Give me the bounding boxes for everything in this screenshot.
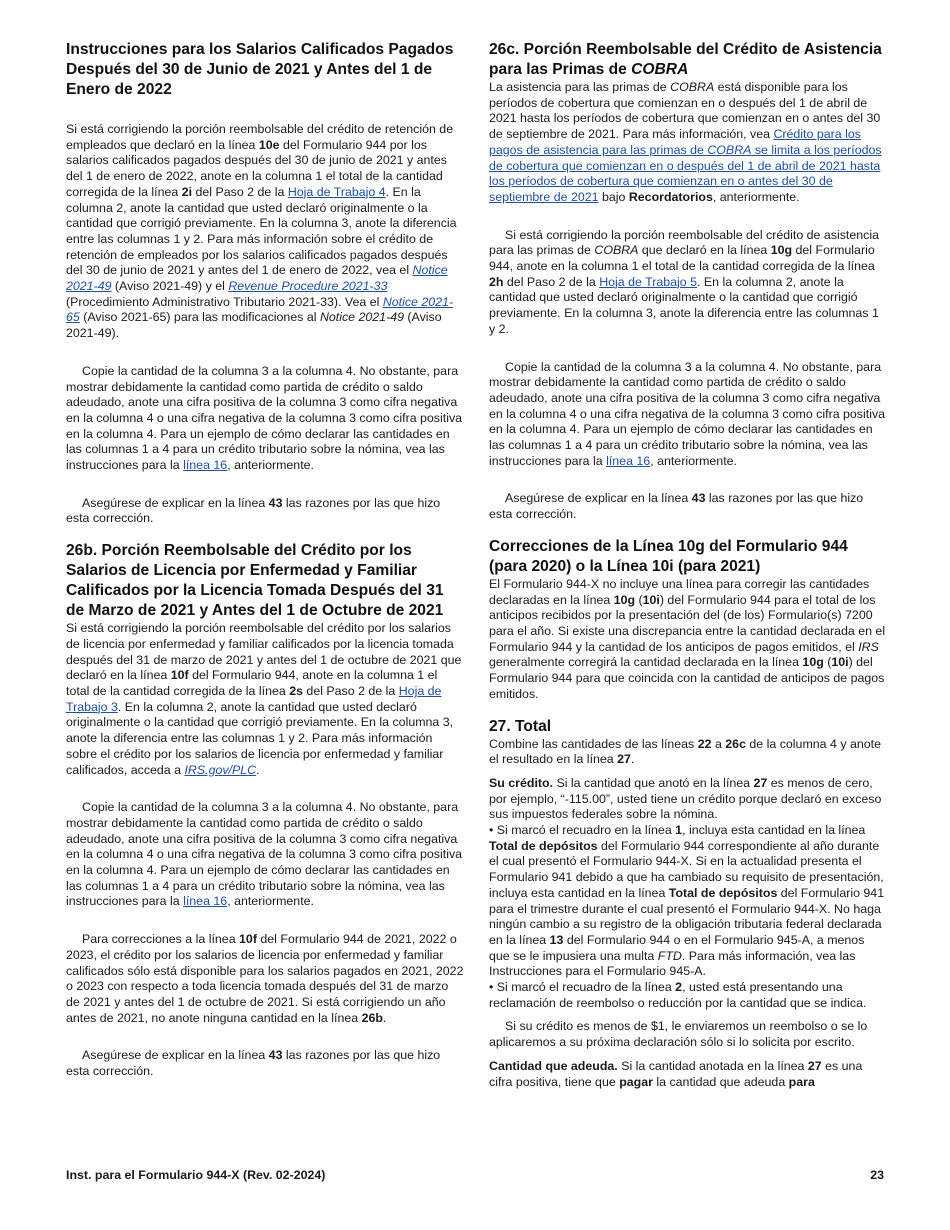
inline-link[interactable]: línea 16 (606, 453, 651, 468)
inline-link[interactable]: línea 16 (183, 894, 228, 909)
text-run: (Aviso 2021-49). (66, 310, 442, 341)
paragraph (66, 932, 464, 1026)
inline-link[interactable]: línea 16 (183, 458, 228, 473)
inline-link[interactable]: Notice 2021-49 (66, 263, 448, 294)
text-run: El Formulario 944-X no incluye una línea para corregir las cantidades declaradas en la línea (489, 576, 870, 607)
inline-link[interactable]: Hoja de Trabajo 3 (66, 683, 442, 714)
italic-text: COBRA (670, 80, 715, 94)
text-run: (Procedimiento Administrativo Tributario 2021-33). Vea el (66, 294, 383, 309)
inline-link[interactable]: Crédito para los pagos de asistencia para las primas de (489, 127, 861, 157)
bold-text: 10e (258, 137, 280, 152)
italic-text: Notice 2021-49 (319, 310, 404, 325)
footer-title: Inst. para el Formulario 944-X (Rev. 02-2024) (66, 1168, 326, 1182)
bold-text: 27 (753, 775, 768, 790)
italic-text: COBRA (594, 243, 639, 258)
text-run: Para correcciones a la línea (82, 932, 240, 947)
bold-text: Recordatorios (628, 189, 713, 204)
text-run: Asegúrese de explicar en la línea (505, 491, 692, 506)
bold-text: 10f (170, 668, 189, 683)
text-run: a (711, 736, 726, 751)
text-run: , anteriormente. (227, 458, 314, 473)
text-run: , usted está presentando una reclamación de reembolso o reducción por la cantidad que se indica. (489, 980, 867, 1010)
bold-text: para (788, 1074, 815, 1089)
heading-salarios-calificados: Instrucciones para los Salarios Calificados Pagados Después del 30 de Junio de 2021 y Antes del 1 de Enero de 2022 (66, 41, 454, 98)
bold-text: 43 (691, 491, 706, 506)
paragraph (489, 1019, 887, 1050)
text-run: ( (635, 592, 643, 607)
bold-text: 26c (725, 736, 746, 751)
left-column (66, 40, 464, 1080)
text-run: Asegúrese de explicar en la línea (82, 495, 269, 510)
heading-correcciones-10g: Correcciones de la Línea 10g del Formulario 944 (para 2020) o la Línea 10i (para 2021) (489, 537, 848, 575)
bold-text: 10g (613, 592, 636, 607)
bold-text: 43 (268, 495, 283, 510)
bold-text: 43 (268, 1048, 283, 1063)
page-number: 23 (870, 1168, 884, 1182)
italic-text: FTD (657, 948, 682, 963)
text-run: • Si marcó el recuadro de la línea (489, 980, 676, 995)
bold-text: 10i (831, 655, 849, 670)
text-run: Copie la cantidad de la columna 3 a la columna 4. No obstante, para mostrar debidamente la cantidad como partida de crédito o saldo adeudado, anote una cifra positiva de la columna 3 como cifra negativa en la columna 4 o una cifra negativa de la columna 3 como cifra positiva en la columna 4. Para un ejemplo de cómo declarar las cantidades en las columnas 1 a 4 para un crédito tributario sobre la nómina, vea las instrucciones para la (66, 363, 463, 473)
bullet-item (489, 980, 887, 1011)
text-run: es menos de cero, por ejemplo, “-115.00”, usted tiene un crédito porque declaró en exceso sus impuestos federales sobre la nómina. (489, 775, 882, 822)
text-run: generalmente corregirá la cantidad declarada en la línea (489, 655, 803, 670)
inline-link[interactable]: Revenue Procedure 2021-33 (228, 279, 388, 294)
paragraph (489, 228, 887, 338)
bold-text: 10g (802, 655, 824, 670)
paragraph (489, 80, 887, 206)
paragraph (489, 737, 887, 768)
text-run: del Formulario 944, anote en la columna 1 el total de la cantidad corregida de la línea (489, 243, 875, 274)
text-run: las razones por las que hizo esta corrección. (66, 495, 441, 526)
text-run: . Para más información, vea las Instrucciones para el Formulario 945-A. (489, 948, 856, 979)
paragraph (66, 1048, 464, 1079)
inline-link[interactable]: COBRA (707, 142, 752, 157)
bold-text: 2h (489, 274, 504, 289)
text-run: Si está corrigiendo la porción reembolsable del crédito por los salarios de licencia por enfermedad y familiar calificados por la licencia tomada después del 31 de marzo de 2021 y antes del 1 de octubre de 2021 que declaró en la línea (66, 621, 462, 683)
paragraph (489, 491, 887, 522)
bold-text: Cantidad que adeuda. (489, 1058, 618, 1073)
text-run: . En la columna 2, anote la cantidad que usted declaró originalmente o la cantidad que corrigió previamente. En la columna 3, anote la diferencia entre las columnas 1 y 2. (489, 274, 879, 336)
paragraph-cantidad-adeuda (489, 1059, 887, 1090)
text-run: Combine las cantidades de las líneas (489, 736, 698, 751)
bullet-item (489, 823, 887, 980)
text-run: Si la cantidad anotada en la línea (617, 1058, 808, 1073)
text-run: Asegúrese de explicar en la línea (82, 1048, 269, 1063)
text-run: , anteriormente. (712, 189, 800, 204)
text-run: bajo (598, 189, 629, 204)
paragraph-su-credito (489, 776, 887, 823)
bold-text: 2s (289, 683, 303, 698)
text-run: • Si marcó el recuadro en la línea (489, 823, 676, 838)
bold-text: Total de depósitos (668, 885, 778, 900)
text-run: . En la columna 2, anote la cantidad que usted declaró originalmente o la cantidad que corrigió previamente. En la columna 3, anote la diferencia entre las columnas 1 y 2. Para más información sobre el crédito de retención de empleados por los salarios calificados pagados después del 30 de junio de 2021 y antes del 1 de enero de 2022, vea el (66, 184, 457, 278)
paragraph (66, 122, 464, 342)
inline-link[interactable]: Hoja de Trabajo 5 (599, 274, 698, 289)
paragraph (489, 577, 887, 703)
bold-text: 22 (697, 736, 712, 751)
text-run: ) del Formulario 944 para el total de los anticipos recibidos por la presentación del (de los) Formulario(s) 7200 para el año. Si existe una discrepancia entre la cantidad declarada en el Formulario 944 y la cantidad de los anticipos de pagos emitidos, el (489, 592, 886, 654)
text-run: Copie la cantidad de la columna 3 a la columna 4. No obstante, para mostrar debidamente la cantidad como partida de crédito o saldo adeudado, anote una cifra positiva de la columna 3 como cifra negativa en la columna 4 o una cifra negativa de la columna 3 como cifra positiva en la columna 4. Para un ejemplo de cómo declarar las cantidades en las columnas 1 a 4 para un crédito tributario sobre la nómina, vea las instrucciones para la (489, 359, 886, 468)
bold-text: 27 (807, 1058, 822, 1073)
paragraph (66, 621, 464, 778)
text-run: del Formulario 944 por los salarios calificados pagados después del 30 de junio de 2021 y antes del 1 de enero de 2022, anote en la columna 1 el total de la cantidad corregida de la línea (66, 137, 447, 199)
text-run: La asistencia para las primas de (489, 80, 671, 94)
text-run: . (630, 752, 635, 767)
paragraph (66, 496, 464, 527)
text-run: . (256, 762, 260, 777)
text-run: (Aviso 2021-65) para las modificaciones al (79, 310, 320, 325)
text-run: , incluya esta cantidad en la línea (682, 823, 866, 838)
text-run: del Formulario 944 de 2021, 2022 o 2023, el crédito por los salarios de licencia por enfermedad y familiar calificados sólo está disponible para los salarios pagados en 2021, 2022 o 2023 con respecto a toda licencia tomada después del 31 de marzo de 2021 y antes del 1 de octubre de 2021. Si está corrigiendo un año antes de 2021, no anote ninguna cantidad en la línea (66, 932, 464, 1025)
text-run: , anteriormente. (227, 894, 314, 909)
text-run: Copie la cantidad de la columna 3 a la columna 4. No obstante, para mostrar debidamente la cantidad como partida de crédito o saldo adeudado, anote una cifra positiva de la columna 3 como cifra negativa en la columna 4 o una cifra negativa de la columna 3 como cifra positiva en la columna 4. Para un ejemplo de cómo declarar las cantidades en las columnas 1 a 4 para un crédito tributario sobre la nómina, vea las instrucciones para la (66, 800, 463, 909)
text-run: las razones por las que hizo esta corrección. (66, 1048, 441, 1079)
text-run: Si está corrigiendo la porción reembolsable del crédito de retención de empleados que declaró en la línea (66, 122, 454, 152)
bold-text: 2i (181, 184, 193, 199)
text-run: Si su crédito es menos de $1, le enviaremos un reembolso o se lo aplicaremos a su próxima declaración sólo si lo solicita por escrito. (489, 1019, 868, 1050)
paragraph (66, 364, 464, 474)
text-run: las razones por las que hizo esta corrección. (489, 491, 864, 522)
heading-26b: 26b. Porción Reembolsable del Crédito por los Salarios de Licencia por Enfermedad y Familiar Calificados por la Licencia Tomada Después del 31 de Marzo de 2021 y Antes del 1 de Octubre de 2021 (66, 542, 444, 620)
bold-text: 10f (239, 932, 257, 947)
text-run: . En la columna 2, anote la cantidad que usted declaró originalmente o la cantidad que corrigió previamente. En la columna 3, anote la diferencia entre las columnas 1 y 2. Para más información sobre el crédito por los salarios de licencia por enfermedad y familiar calificados, acceda a (66, 699, 454, 777)
text-run: del Formulario 941 para el trimestre durante el cual presentó el Formulario 944-X. No haga ningún cambio a su registro de la obligación tributaria federal declarada en la línea (489, 885, 885, 947)
right-column (489, 40, 887, 1090)
text-run: del Paso 2 de la (503, 274, 600, 289)
text-run: . (382, 1010, 387, 1025)
text-run: (Aviso 2021-49) y el (111, 279, 229, 294)
bold-text: pagar (619, 1074, 653, 1089)
text-run: del Formulario 944, anote en la columna 1 el total de la cantidad corregida de la línea (66, 668, 438, 698)
inline-link[interactable]: se limita a los períodos de cobertura que comienzan en o después del 1 de abril de 2021 hasta los períodos de cobertura que comienzan en o antes del 30 de septiembre de 2021 (489, 142, 882, 204)
text-run: la cantidad que adeuda (652, 1074, 789, 1089)
text-run: del Paso 2 de la (192, 184, 288, 199)
text-run: Si está corrigiendo la porción reembolsable del crédito de asistencia para las primas de (489, 227, 879, 258)
italic-text: COBRA (631, 61, 689, 78)
text-run: está disponible para los períodos de cobertura que comienzan en o después del 1 de abril de 2021 hasta los períodos de cobertura que comienzan en o antes del 30 de septiembre de 2021. Para más información, vea (489, 80, 881, 142)
inline-link[interactable]: Hoja de Trabajo 4 (287, 184, 386, 199)
text-run: , anteriormente. (650, 453, 737, 468)
bold-text: 10i (642, 592, 660, 607)
paragraph (66, 800, 464, 910)
text-run: ( (823, 655, 832, 670)
bold-text: Su crédito. (489, 775, 554, 790)
text-run: del Paso 2 de la (302, 683, 399, 698)
italic-text: IRS (858, 639, 879, 654)
heading-27-total: 27. Total (489, 717, 552, 735)
bold-text: 10g (770, 243, 793, 258)
bold-text: 26b (361, 1010, 383, 1025)
text-run: que declaró en la línea (638, 243, 771, 258)
text-run: de la columna 4 y anote el resultado en la línea (489, 736, 881, 767)
text-run: del Formulario 944 o en el Formulario 945-A, a menos que se le impusiera una multa (489, 932, 865, 963)
paragraph (489, 360, 887, 470)
text-run: ) del Formulario 944 para que coincida con la cantidad de anticipos de pagos emitidos. (489, 655, 885, 701)
text-run: 26c. Porción Reembolsable del Crédito de Asistencia para las Primas de (489, 41, 882, 78)
inline-link[interactable]: Notice 2021-65 (66, 294, 454, 325)
bold-text: 13 (549, 932, 564, 947)
bold-text: Total de depósitos (489, 838, 598, 853)
text-run: Si la cantidad que anotó en la línea (553, 775, 754, 790)
bold-text: 2 (675, 980, 683, 995)
text-run: del Formulario 944 correspondiente al año durante el cual presentó el Formulario 944-X. Si en la actualidad presenta el Formulario 941 debido a que ha cambiado su requisito de presentación, incluya esta cantidad en la línea (489, 838, 884, 900)
inline-link[interactable]: IRS.gov/PLC (184, 762, 257, 777)
heading-26c (489, 40, 887, 80)
page-footer (66, 1168, 884, 1182)
bold-text: 1 (675, 823, 683, 838)
text-run: es una cifra positiva, tiene que (489, 1058, 863, 1089)
bold-text: 27 (617, 752, 631, 767)
